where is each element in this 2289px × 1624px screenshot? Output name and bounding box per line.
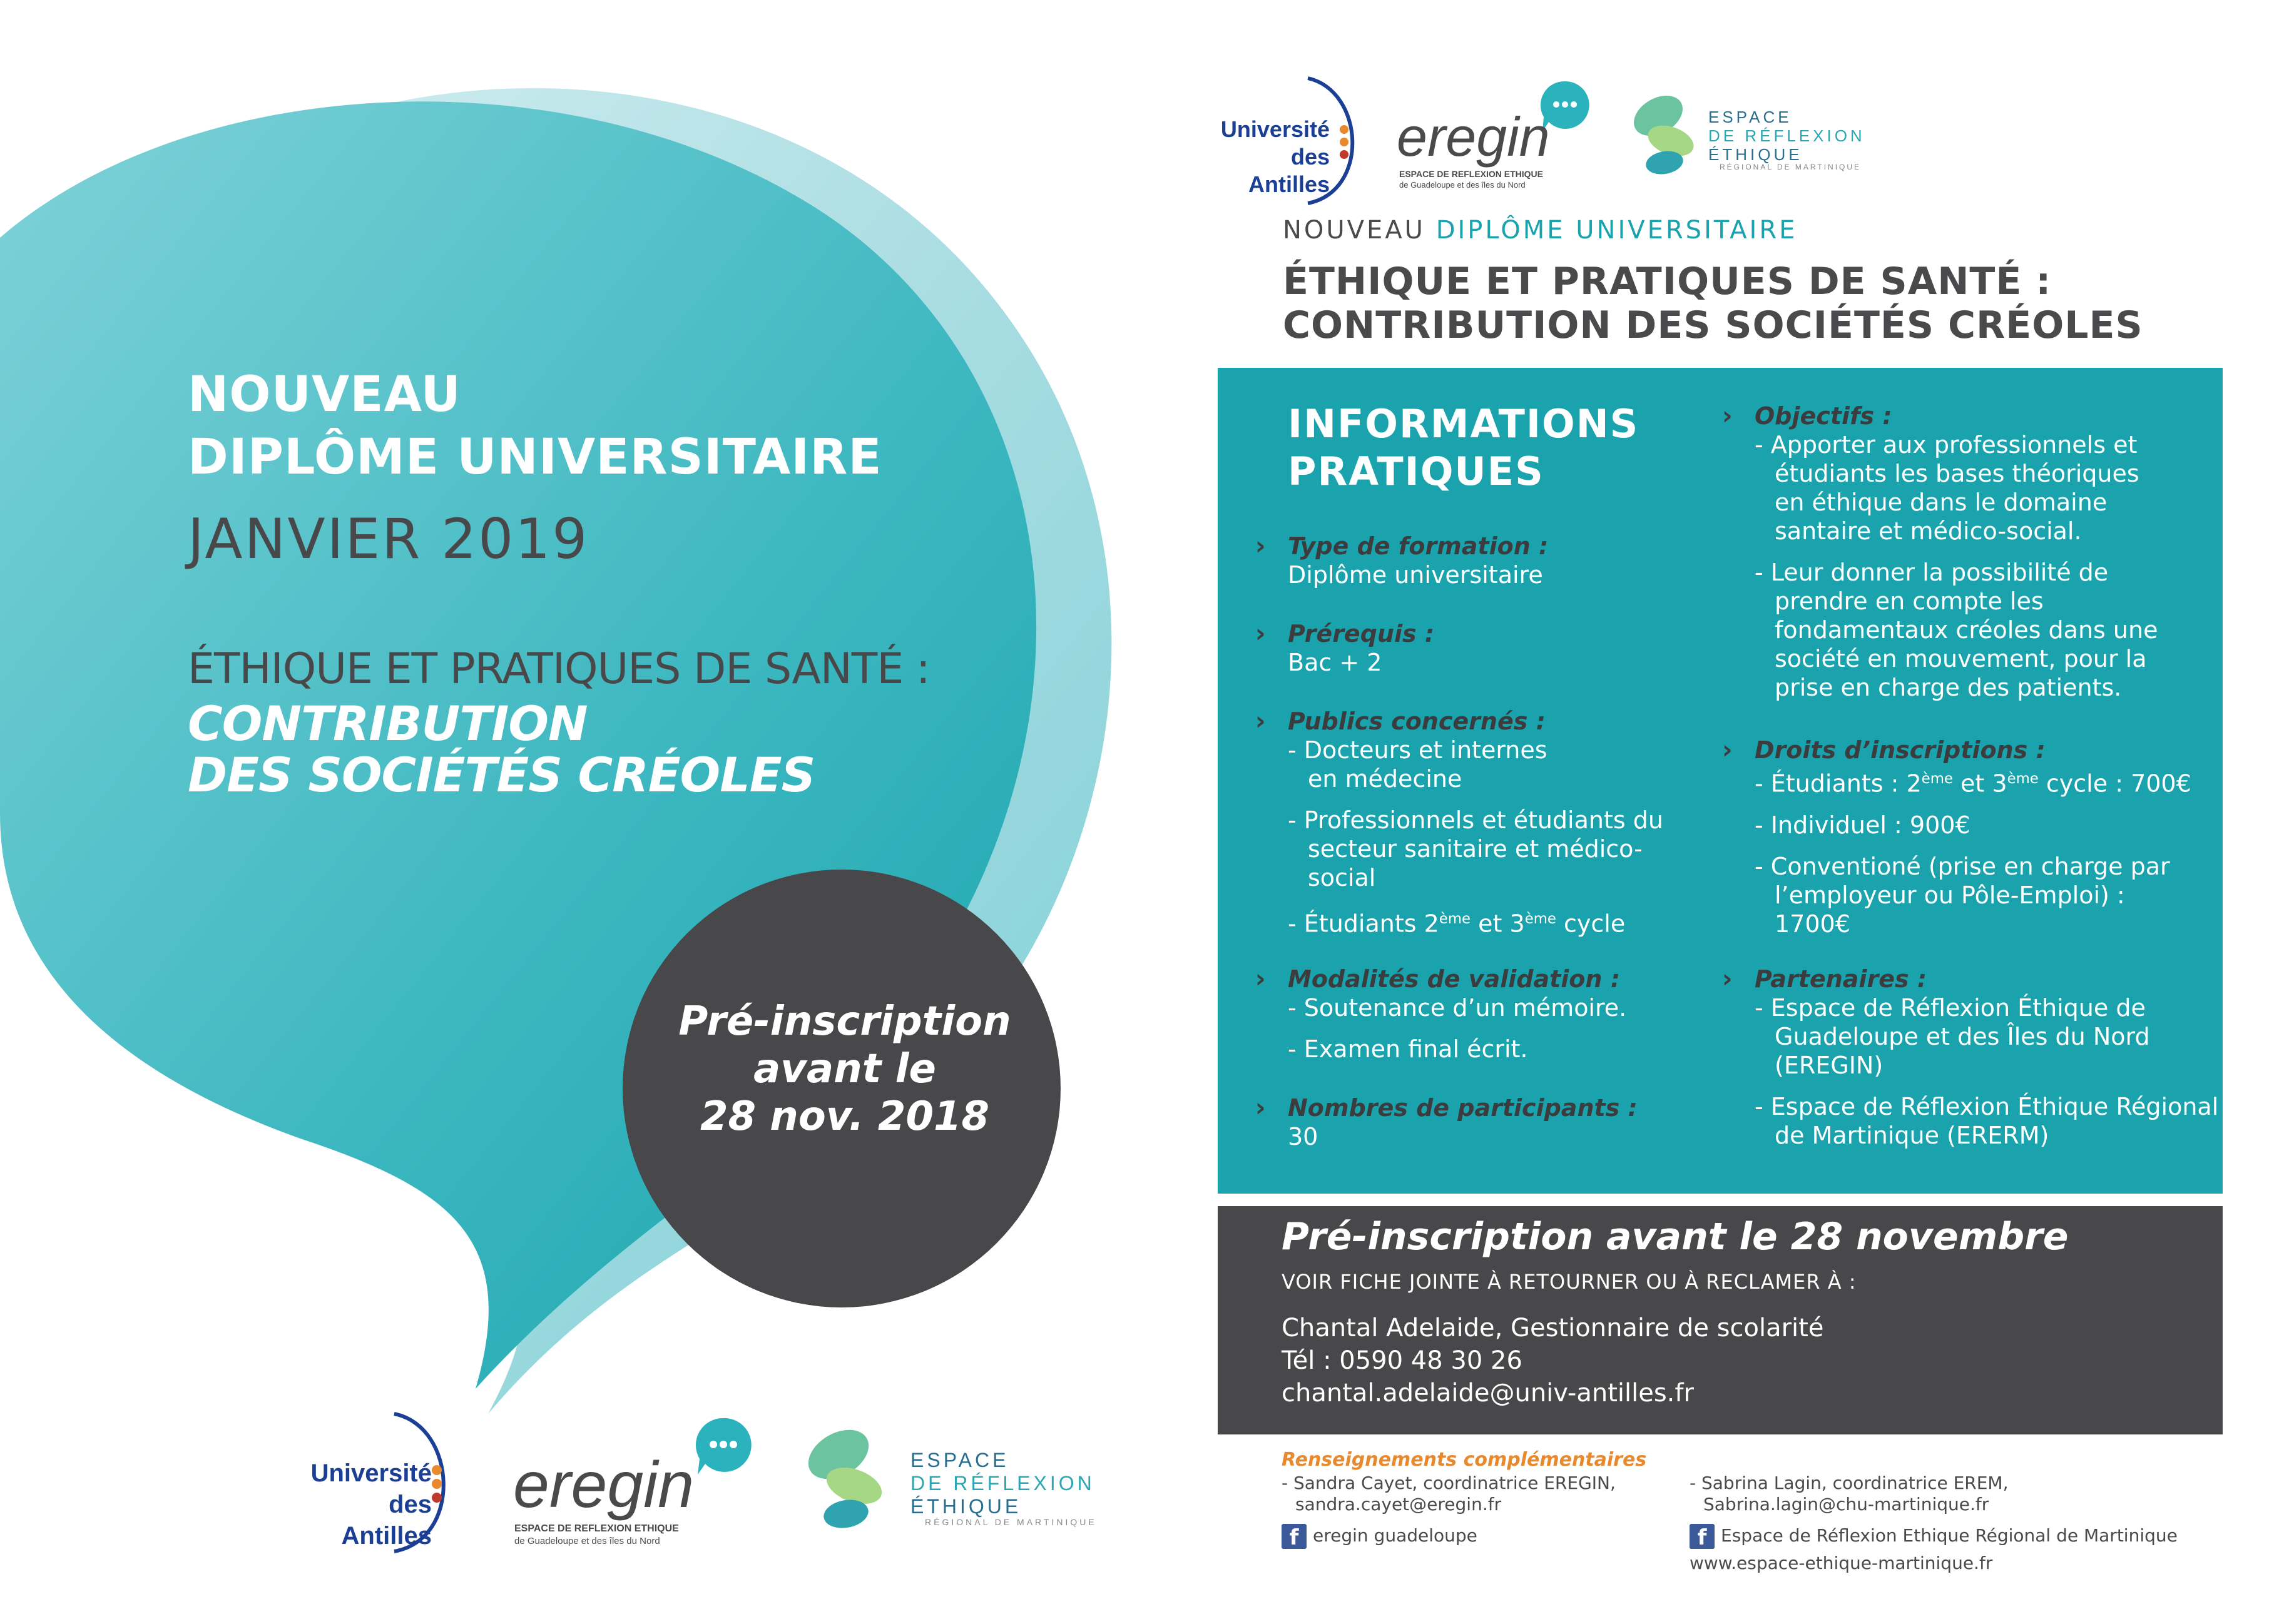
- espace-line2-top: DE RÉFLEXION: [1708, 126, 1865, 145]
- right-header-teal: DIPLÔME UNIVERSITAIRE: [1435, 216, 1798, 245]
- info-droits-label: Droits d’inscriptions :: [1755, 736, 2046, 764]
- left-subtitle-line2: CONTRIBUTION: [188, 696, 588, 751]
- right-header-prefix: NOUVEAU: [1283, 216, 1425, 245]
- left-subtitle-line3: DES SOCIÉTÉS CRÉOLES: [188, 747, 815, 803]
- eregin-wordmark-top: eregin: [1397, 106, 1550, 168]
- chevron-right-icon: ›: [1255, 532, 1266, 561]
- chevron-right-icon: ›: [1255, 619, 1266, 648]
- info-modalites-label: Modalités de validation :: [1288, 965, 1620, 993]
- info-droits-1a: - Étudiants : 2: [1755, 769, 1922, 798]
- info-modalites-1: - Soutenance d’un mémoire.: [1288, 994, 1627, 1022]
- footer-c2-line1: - Sabrina Lagin, coordinatrice EREM,: [1690, 1473, 2009, 1493]
- footer-label: Renseignements complémentaires: [1282, 1449, 1647, 1471]
- footer-c1-email[interactable]: sandra.cayet@eregin.fr: [1295, 1494, 1502, 1515]
- info-publics-3: [1288, 905, 1676, 938]
- info-droits-1: [1755, 764, 2205, 798]
- info-title: [1288, 400, 1639, 495]
- contact-title: Pré-inscription avant le 28 novembre: [1282, 1215, 2069, 1259]
- chevron-right-icon: ›: [1255, 707, 1266, 736]
- ua-logo-text-top: [1208, 116, 1330, 198]
- left-date: JANVIER 2019: [188, 507, 589, 571]
- footer-c1-fb-text: eregin guadeloupe: [1313, 1525, 1477, 1546]
- info-partenaires-label: Partenaires :: [1755, 965, 1927, 993]
- right-title-line2: CONTRIBUTION DES SOCIÉTÉS CRÉOLES: [1283, 303, 2143, 347]
- chevron-right-icon: ›: [1255, 1094, 1266, 1122]
- info-modalites: [1255, 965, 1676, 1063]
- info-modalites-2: - Examen final écrit.: [1288, 1035, 1528, 1063]
- info-prereq-value: Bac + 2: [1288, 649, 1382, 676]
- info-objectifs-2: - Leur donner la possibilité de prendre en compte les fondamentaux créoles dans une société en mouvement, pour la prise en charge des patients.: [1755, 559, 2158, 701]
- contact-name: Chantal Adelaide, Gestionnaire de scolarité: [1282, 1314, 1824, 1342]
- info-droits: [1722, 736, 2205, 938]
- circle-line3: 28 nov. 2018: [700, 1094, 990, 1140]
- footer-c1-line1: - Sandra Cayet, coordinatrice EREGIN,: [1282, 1473, 1616, 1493]
- info-title-line1: INFORMATIONS: [1288, 401, 1639, 447]
- espace-line1-top: ESPACE: [1708, 108, 1792, 126]
- info-objectifs-1: - Apporter aux professionnels et étudiants les bases théoriques en éthique dans le domaine santaire et médico-social.: [1755, 431, 2139, 545]
- info-droits-1b: et 3: [1952, 769, 2007, 798]
- info-publics-3-sup2: ème: [1524, 911, 1556, 927]
- info-objectifs: [1722, 402, 2193, 702]
- info-publics: [1255, 707, 1676, 938]
- eregin-sub1-bottom: ESPACE DE REFLEXION ETHIQUE: [514, 1523, 679, 1534]
- info-publics-1: - Docteurs et internes en médecine: [1288, 736, 1547, 793]
- info-objectifs-label: Objectifs :: [1755, 402, 1892, 430]
- chat-bubble-icon: [691, 1415, 754, 1478]
- info-participants-label: Nombres de participants :: [1288, 1094, 1638, 1122]
- footer-contact-2: [1690, 1473, 2178, 1574]
- eregin-wordmark-bottom: eregin: [513, 1449, 695, 1521]
- info-type-label: Type de formation :: [1288, 532, 1549, 560]
- info-participants-value: 30: [1288, 1123, 1318, 1150]
- info-droits-1-sup1: ème: [1921, 771, 1953, 787]
- info-publics-label: Publics concernés :: [1288, 708, 1546, 735]
- facebook-icon: f: [1690, 1524, 1715, 1549]
- eregin-sub1-top: ESPACE DE REFLEXION ETHIQUE: [1399, 169, 1543, 179]
- info-publics-3c: cycle: [1556, 910, 1626, 938]
- ua-logo-line2: des Antilles: [341, 1491, 432, 1550]
- espace-line3-top: ÉTHIQUE: [1708, 145, 1803, 164]
- right-title: [1283, 260, 2143, 347]
- espace-line1-bottom: ESPACE: [910, 1449, 1009, 1471]
- info-droits-1c: cycle : 700€: [2038, 769, 2191, 798]
- info-droits-2: - Individuel : 900€: [1755, 811, 1970, 839]
- espace-line4-top: RÉGIONAL DE MARTINIQUE: [1720, 163, 1862, 171]
- ua-logo-line1: Université: [1220, 116, 1330, 142]
- right-title-line1: ÉTHIQUE ET PRATIQUES DE SANTÉ :: [1283, 260, 2052, 303]
- right-header-line: [1283, 216, 1797, 245]
- footer-c2-web[interactable]: www.espace-ethique-martinique.fr: [1690, 1553, 1993, 1573]
- info-partenaires: [1722, 965, 2219, 1150]
- info-type-value: Diplôme universitaire: [1288, 561, 1543, 589]
- info-publics-3a: - Étudiants 2: [1288, 910, 1439, 938]
- info-partenaires-2: - Espace de Réflexion Éthique Régional de Martinique (ERERM): [1755, 1093, 2219, 1149]
- info-publics-3b: et 3: [1471, 910, 1525, 938]
- chevron-right-icon: ›: [1722, 402, 1733, 430]
- left-subtitle-line1: ÉTHIQUE ET PRATIQUES DE SANTÉ :: [188, 644, 930, 694]
- contact-voir: VOIR FICHE JOINTE À RETOURNER OU À RECLAMER À :: [1282, 1270, 1857, 1294]
- espace-line4-bottom: RÉGIONAL DE MARTINIQUE: [925, 1517, 1097, 1527]
- info-prereq-label: Prérequis :: [1288, 620, 1435, 647]
- eregin-sub2-bottom: de Guadeloupe et des îles du Nord: [514, 1536, 660, 1546]
- ua-logo-text-bottom: [294, 1458, 432, 1551]
- info-participants: [1255, 1094, 1676, 1151]
- chevron-right-icon: ›: [1722, 965, 1733, 993]
- circle-preinscription-text: [626, 998, 1064, 1140]
- info-title-line2: PRATIQUES: [1288, 449, 1544, 494]
- footer-c1-facebook[interactable]: [1282, 1524, 1616, 1549]
- circle-line2: avant le: [753, 1046, 936, 1092]
- leaf-emblem-icon: [801, 1420, 901, 1539]
- left-title-line1: NOUVEAU: [188, 367, 461, 423]
- espace-line3-bottom: ÉTHIQUE: [910, 1495, 1022, 1518]
- leaf-emblem-icon: [1627, 88, 1708, 181]
- footer-contact-1: [1282, 1473, 1616, 1549]
- info-publics-2: - Professionnels et étudiants du secteur sanitaire et médico-social: [1288, 806, 1663, 891]
- espace-line2-bottom: DE RÉFLEXION: [910, 1472, 1095, 1495]
- info-prereq: [1255, 619, 1638, 677]
- info-droits-1-sup2: ème: [2007, 771, 2039, 787]
- info-droits-3: - Conventioné (prise en charge par l’employeur ou Pôle-Emploi) : 1700€: [1755, 852, 2170, 938]
- ua-logo-line1: Université: [310, 1459, 432, 1487]
- circle-line1: Pré-inscription: [678, 998, 1011, 1045]
- info-type: [1255, 532, 1638, 589]
- info-publics-3-sup1: ème: [1439, 911, 1471, 927]
- info-partenaires-1: - Espace de Réflexion Éthique de Guadeloupe et des Îles du Nord (EREGIN): [1755, 994, 2150, 1079]
- eregin-sub2-top: de Guadeloupe et des îles du Nord: [1399, 180, 1526, 190]
- footer-c2-facebook[interactable]: [1690, 1524, 2178, 1549]
- footer-c2-email[interactable]: Sabrina.lagin@chu-martinique.fr: [1703, 1494, 1989, 1515]
- contact-email[interactable]: chantal.adelaide@univ-antilles.fr: [1282, 1379, 1694, 1408]
- left-title-line2: DIPLÔME UNIVERSITAIRE: [188, 429, 882, 485]
- contact-tel: Tél : 0590 48 30 26: [1282, 1346, 1522, 1375]
- chevron-right-icon: ›: [1255, 965, 1266, 993]
- ua-logo-line2: des Antilles: [1248, 144, 1330, 197]
- facebook-icon: f: [1282, 1524, 1307, 1549]
- chevron-right-icon: ›: [1722, 736, 1733, 764]
- footer-c2-fb-text: Espace de Réflexion Ethique Régional de Martinique: [1721, 1525, 2178, 1546]
- left-subtitle-italic: [188, 698, 815, 801]
